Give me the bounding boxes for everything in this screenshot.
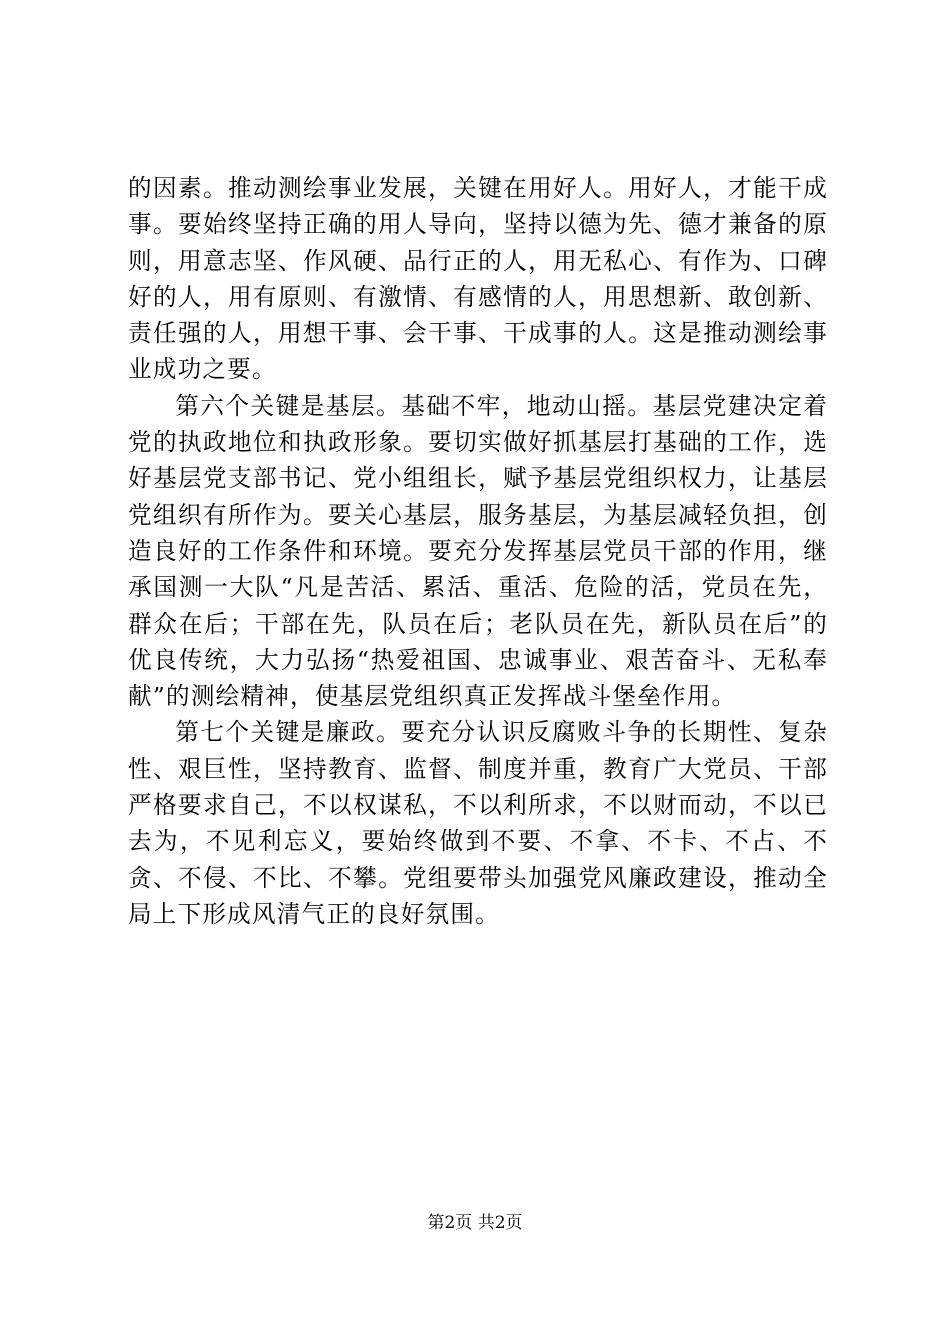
paragraph-2: 第六个关键是基层。基础不牢，地动山摇。基层党建决定着党的执政地位和执政形象。要切实做好抓基层打基础的工作，选好基层党支部书记、党小组组长，赋予基层党组织权力，让基层党组织有所作为。要关心基层，服务基层，为基层减轻负担，创造良好的工作条件和环境。要充分发挥基层党员干部的作用，继承国测一大队“凡是苦活、累活、重活、危险的活，党员在先，群众在后；干部在先，队员在后；老队员在先，新队员在后”的优良传统，大力弘扬“热爱祖国、忠诚事业、艰苦奋斗、无私奉献”的测绘精神，使基层党组织真正发挥战斗堡垒作用。 <box>128 391 828 711</box>
paragraph-1: 的因素。推动测绘事业发展，关键在用好人。用好人，才能干成事。要始终坚持正确的用人导向，坚持以德为先、德才兼备的原则，用意志坚、作风硬、品行正的人，用无私心、有作为、口碑好的人，用有原则、有激情、有感情的人，用思想新、敢创新、责任强的人，用想干事、会干事、干成事的人。这是推动测绘事业成功之要。 <box>128 174 828 384</box>
document-body <box>128 170 828 932</box>
page-footer: 第2页 共2页 <box>427 1213 523 1233</box>
paragraph-3: 第七个关键是廉政。要充分认识反腐败斗争的长期性、复杂性、艰巨性，坚持教育、监督、制度并重，教育广大党员、干部严格要求自己，不以权谋私，不以利所求，不以财而动，不以已去为，不见利忘义，要始终做到不要、不拿、不卡、不占、不贪、不侵、不比、不攀。党组要带头加强党风廉政建设，推动全局上下形成风清气正的良好氛围。 <box>128 718 828 928</box>
